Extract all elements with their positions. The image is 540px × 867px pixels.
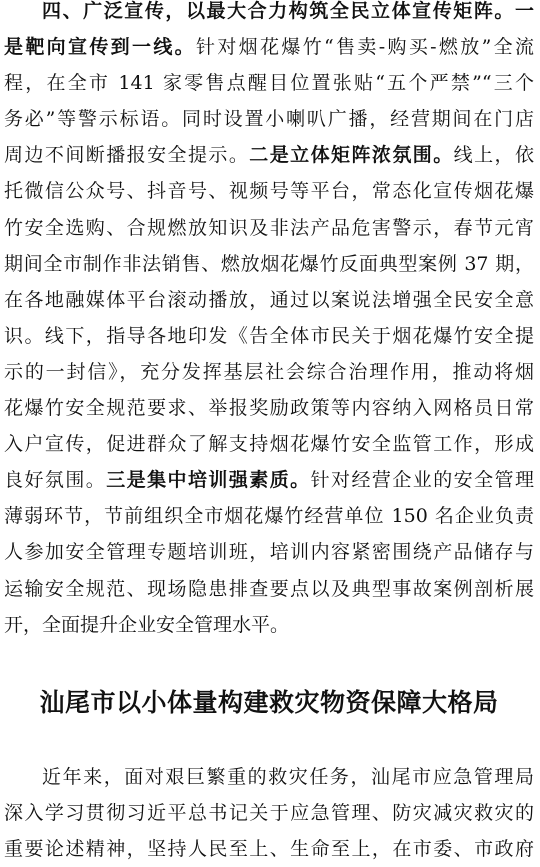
text-line (4, 282, 534, 318)
section-four-paragraph (4, 0, 534, 643)
title-spacer (4, 729, 534, 759)
text-run: 线上，依 (453, 144, 534, 167)
text-line (4, 607, 534, 643)
text-run: 程，在全市 141 家零售点醒目位置张贴“五个严禁”“三个 (4, 72, 534, 95)
text-line: 深入学习贯彻习近平总书记关于应急管理、防灾减灾救灾的 (4, 801, 534, 824)
text-run: 示的一封信》，充分发挥基层社会综合治理作用，推动将烟 (4, 360, 534, 383)
text-line (4, 426, 534, 462)
text-line (4, 101, 534, 137)
text-line (4, 318, 534, 354)
text-run: 人参加安全管理专题培训班，培训内容紧密围绕产品储存与 (4, 541, 534, 564)
text-line (4, 137, 534, 173)
text-run: 运输安全规范、现场隐患排查要点以及典型事故案例剖析展 (4, 577, 534, 600)
text-run: 竹安全选购、合规燃放知识及非法产品危害警示，春节元宵 (4, 216, 534, 239)
text-line (4, 65, 534, 101)
text-line (4, 354, 534, 390)
text-line (4, 246, 534, 282)
bold-phrase: 三是集中培训强素质。 (106, 469, 311, 492)
bold-phrase: 四、广泛宣传，以最大合力构筑全民立体宣传矩阵。一 (42, 0, 534, 22)
text-line (4, 390, 534, 426)
bold-phrase: 二是立体矩阵浓氛围。 (249, 144, 454, 167)
text-line: 近年来，面对艰巨繁重的救灾任务，汕尾市应急管理局 (42, 765, 534, 788)
text-line (4, 534, 534, 570)
text-run: 托微信公众号、抖音号、视频号等平台，常态化宣传烟花爆 (4, 180, 534, 203)
text-line (4, 210, 534, 246)
text-line (4, 173, 534, 209)
text-line (4, 498, 534, 534)
text-run: 针对烟花爆竹“售卖-购买-燃放”全流 (196, 36, 534, 59)
text-run: 周边不间断播报安全提示。 (4, 144, 250, 167)
text-line (4, 29, 534, 65)
text-line: 重要论述精神，坚持人民至上、生命至上，在市委、市政府 (4, 837, 534, 860)
text-run: 期间全市制作非法销售、燃放烟花爆竹反面典型案例 37 期， (4, 252, 534, 275)
text-run: 良好氛围。 (4, 469, 107, 492)
article-body (4, 759, 534, 867)
text-run: 入户宣传，促进群众了解支持烟花爆竹安全监管工作，形成 (4, 433, 534, 456)
text-run: 开，全面提升企业安全管理水平。 (4, 613, 290, 636)
text-run: 在各地融媒体平台滚动播放，通过以案说法增强全民安全意 (4, 288, 534, 311)
text-line (4, 462, 534, 498)
text-run: 针对经营企业的安全管理 (310, 469, 534, 492)
text-run: 务必”等警示标语。同时设置小喇叭广播，经营期间在门店 (4, 108, 534, 131)
text-run: 识。线下，指导各地印发《告全体市民关于烟花爆竹安全提 (4, 324, 534, 347)
text-run: 薄弱环节，节前组织全市烟花爆竹经营单位 150 名企业负责 (4, 505, 534, 528)
article-title: 汕尾市以小体量构建救灾物资保障大格局 (39, 687, 499, 717)
bold-phrase: 是靶向宣传到一线。 (4, 36, 197, 59)
text-line (4, 571, 534, 607)
text-line (4, 0, 534, 29)
text-run: 花爆竹安全规范要求、举报奖励政策等内容纳入网格员日常 (4, 397, 534, 420)
